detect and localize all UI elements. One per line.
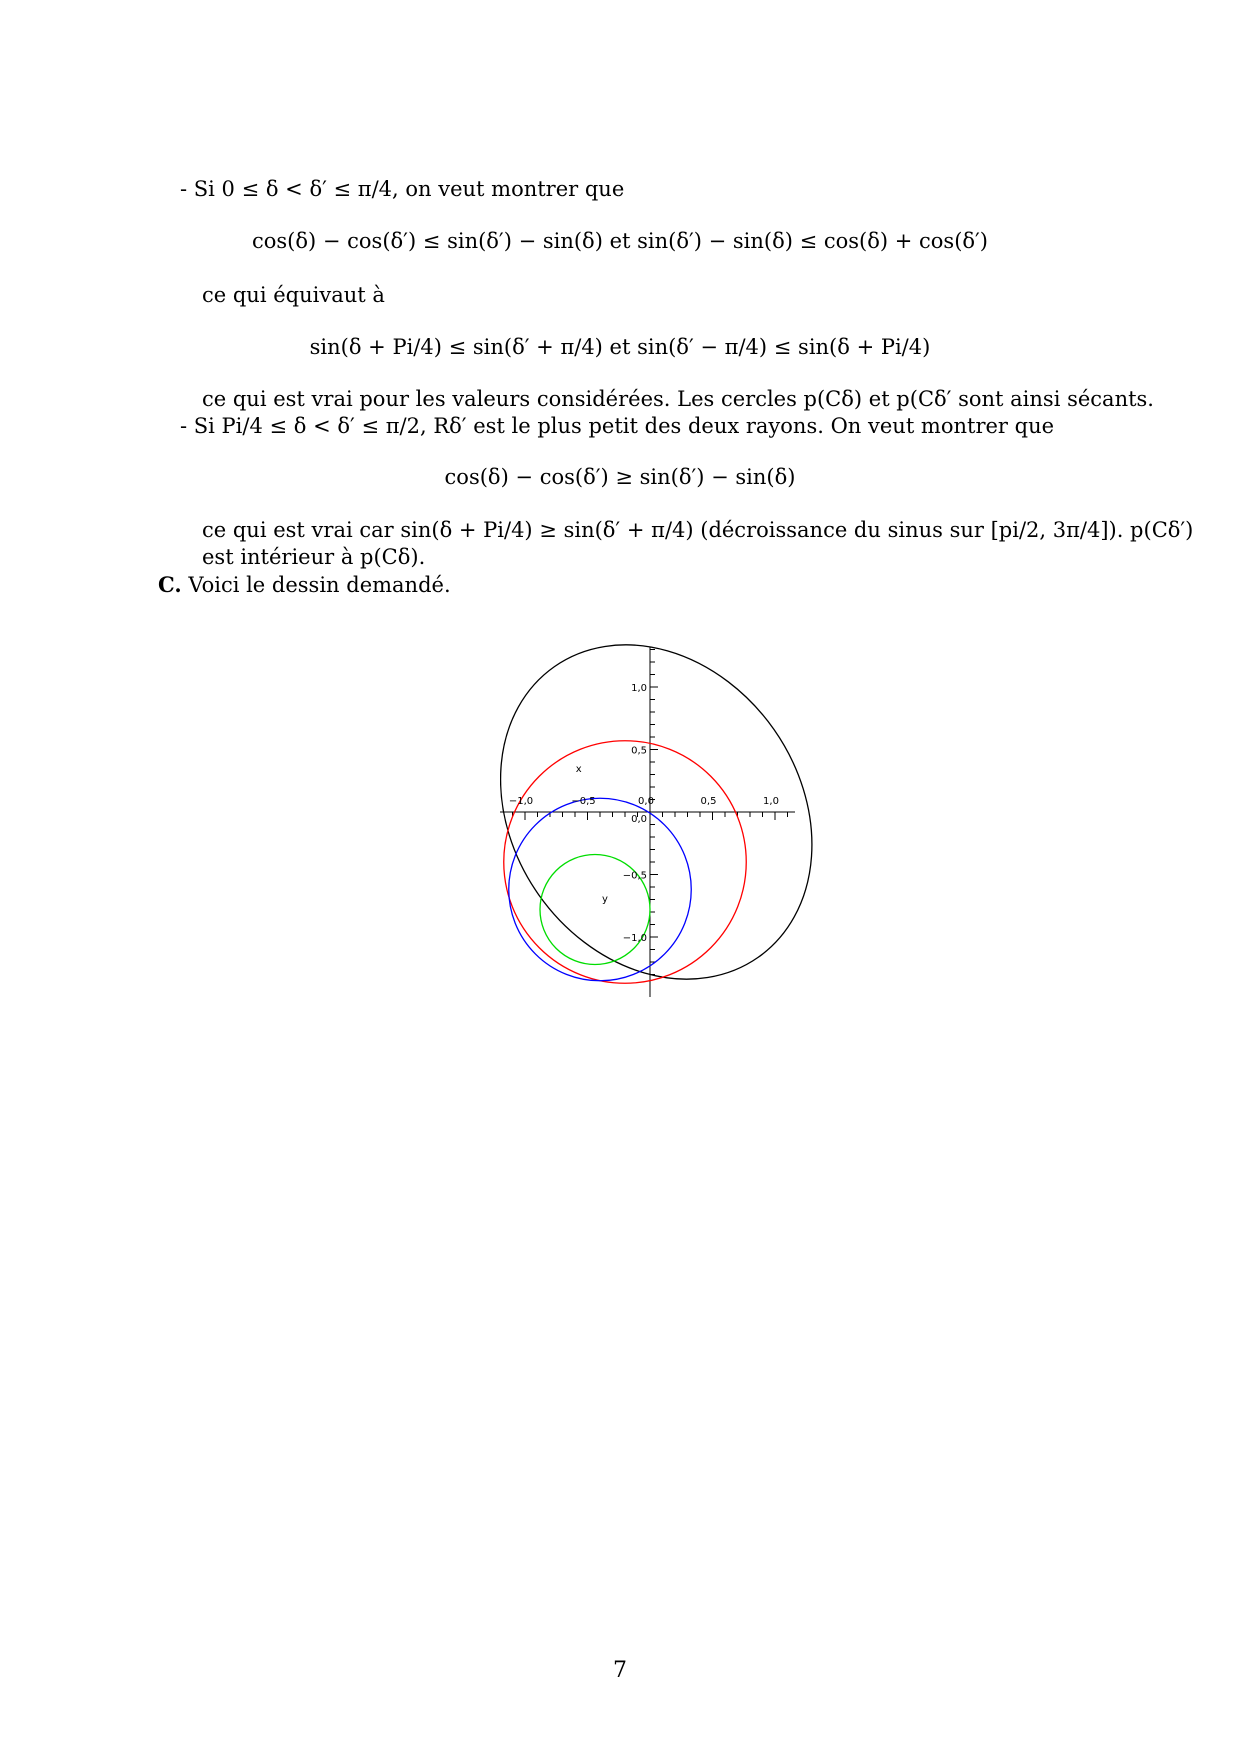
equation-1: cos(δ) − cos(δ′) ≤ sin(δ′) − sin(δ) et sin(δ′) − sin(δ) ≤ cos(δ) + cos(δ′)	[252, 229, 988, 253]
item2-conclusion-1: ce qui est vrai car sin(δ + Pi/4) ≥ sin(δ′ + π/4) (décroissance du sinus sur [pi/2, 3π/4]). p(Cδ′)	[202, 518, 1194, 542]
y-tick-label: −1,0	[622, 933, 647, 944]
page-number: 7	[613, 1658, 627, 1683]
x-tick-label: 1,0	[763, 796, 779, 807]
section-c-text: Voici le dessin demandé.	[188, 573, 451, 597]
x-axis-label: x	[575, 764, 582, 775]
y-tick-label: −0,5	[622, 870, 647, 882]
x-tick-label: −0,5	[571, 796, 596, 807]
y-axis-label: y	[602, 894, 608, 905]
equation-3: cos(δ) − cos(δ′) ≥ sin(δ′) − sin(δ)	[444, 465, 796, 489]
y-tick-label: 1,0	[631, 683, 647, 694]
section-c-label: C.	[158, 572, 182, 597]
item2-conclusion-2: est intérieur à p(Cδ).	[202, 545, 426, 569]
figure-plot	[500, 630, 820, 1000]
red-circle	[504, 741, 747, 984]
x-tick-label: −1,0	[508, 796, 534, 807]
x-tick-label: 0,5	[700, 796, 717, 807]
item2-intro: - Si Pi/4 ≤ δ < δ′ ≤ π/2, Rδ′ est le plus petit des deux rayons. On veut montrer que	[180, 414, 1055, 438]
item1-intro: - Si 0 ≤ δ < δ′ ≤ π/4, on veut montrer que	[180, 177, 625, 201]
equation-2: sin(δ + Pi/4) ≤ sin(δ′ + π/4) et sin(δ′ − π/4) ≤ sin(δ + Pi/4)	[309, 335, 931, 359]
equivalence-text: ce qui équivaut à	[202, 283, 385, 307]
section-c	[158, 571, 451, 599]
x-tick-label: 0,0	[638, 796, 654, 807]
y-tick-label: 0,5	[631, 745, 647, 757]
plot-curves	[500, 630, 820, 1000]
plot-axes	[500, 647, 795, 997]
y-tick-label: 0,0	[631, 814, 647, 825]
item1-conclusion: ce qui est vrai pour les valeurs considérées. Les cercles p(Cδ) et p(Cδ′ sont ainsi sécants.	[202, 387, 1154, 411]
